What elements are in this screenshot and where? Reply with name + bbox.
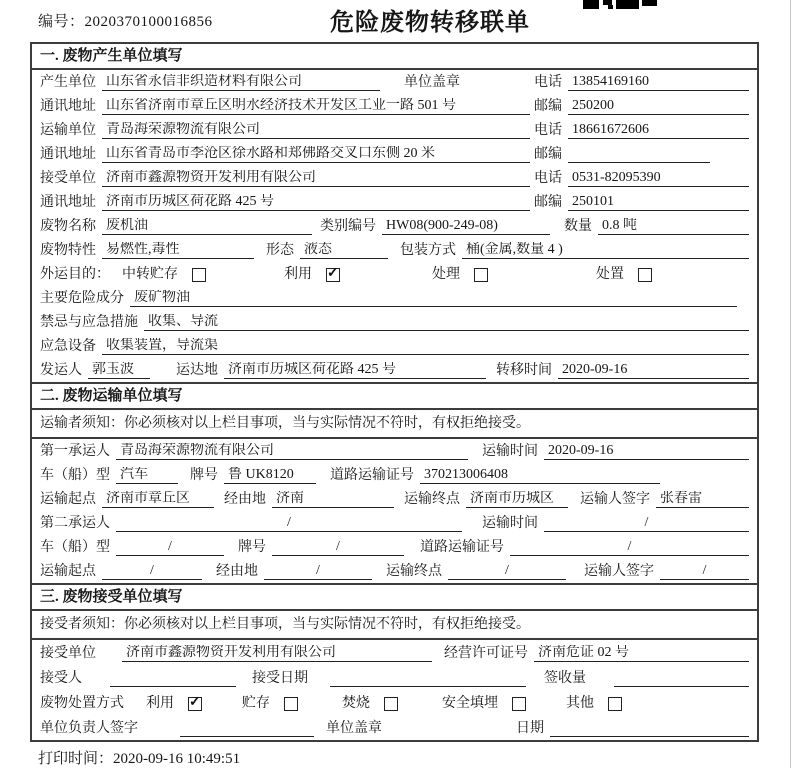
taboo-measures-label: 禁忌与应急措施 [40, 315, 138, 330]
acceptor-value [110, 671, 236, 687]
doc-number [38, 10, 213, 31]
producer-zip-value: 250200 [568, 98, 749, 115]
transfer-time-value: 2020-09-16 [558, 362, 749, 379]
receiver-zip-value: 250101 [568, 194, 749, 211]
route-start-label: 运输起点 [40, 564, 96, 579]
acceptor-row [32, 665, 757, 690]
scan-edge-line [790, 0, 791, 768]
form-value: 液态 [300, 242, 388, 259]
transfer-storage-checkbox [192, 268, 206, 282]
shipper-value: 郭玉波 [88, 362, 150, 379]
transporter-notice: 运输者须知：你必须核对以上栏目事项，当与实际情况不符时，有权拒绝接受。 [32, 410, 757, 439]
hazard-component-label: 主要危险成分 [40, 291, 124, 306]
waste-character-label: 废物特性 [40, 243, 96, 258]
destination-label: 运达地 [176, 363, 218, 378]
use-checkbox [188, 697, 202, 711]
hazard-component-row [32, 286, 757, 310]
disposal-method-row [32, 690, 757, 715]
plate2-value: / [272, 539, 404, 556]
vehicle-type-label: 车（船）型 [40, 540, 110, 555]
plate-label: 牌号 [190, 468, 218, 483]
packing-value: 桶(金属,数量 4 ) [462, 242, 749, 259]
route-start-label: 运输起点 [40, 492, 96, 507]
other-checkbox-label: 其他 [566, 696, 594, 711]
route2-row [32, 559, 757, 583]
producer-row [32, 70, 757, 94]
purpose-row [32, 262, 757, 286]
transporter-address-row [32, 142, 757, 166]
vehicle2-row [32, 535, 757, 559]
transport-time-value: 2020-09-16 [544, 443, 749, 460]
zip-label: 邮编 [534, 99, 562, 114]
taboo-measures-value: 收集、导流 [144, 314, 749, 331]
section2-title: 二. 废物运输单位填写 [32, 384, 757, 410]
producer-address-row [32, 94, 757, 118]
road-permit-label: 道路运输证号 [420, 540, 504, 555]
landfill-checkbox-label: 安全填埋 [442, 696, 498, 711]
use-checkbox-label: 利用 [284, 267, 312, 282]
quantity-label: 数量 [564, 219, 592, 234]
transporter-value: 青岛海荣源物流有限公司 [102, 122, 530, 139]
carrier-sign-label: 运输人签字 [584, 564, 654, 579]
purpose-label: 外运目的： [40, 267, 110, 282]
received-qty-label: 签收量 [544, 671, 586, 686]
received-qty-value [614, 671, 749, 687]
zip-label: 邮编 [534, 147, 562, 162]
emergency-equipment-value: 收集装置，导流渠 [102, 338, 749, 355]
route-start-value: 济南市章丘区 [102, 491, 214, 508]
second-carrier-value: / [116, 515, 462, 532]
use-checkbox [326, 268, 340, 282]
doc-number-value: 2020370100016856 [84, 14, 213, 30]
unit-seal-label: 单位盖章 [326, 721, 382, 736]
route-via2-value: / [264, 563, 372, 580]
second-carrier-row [32, 511, 757, 535]
route-via-label: 经由地 [216, 564, 258, 579]
print-time-value: 2020-09-16 10:49:51 [113, 751, 241, 767]
section3-title: 三. 废物接受单位填写 [32, 585, 757, 611]
print-time [38, 747, 240, 768]
plate-label: 牌号 [238, 540, 266, 555]
store-checkbox-label: 贮存 [242, 696, 270, 711]
unit-seal-label: 单位盖章 [404, 75, 460, 90]
emergency-equipment-label: 应急设备 [40, 339, 96, 354]
print-time-label: 打印时间： [38, 751, 114, 767]
carrier-sign2-value: / [660, 563, 749, 580]
producer-value: 山东省永信非织造材料有限公司 [102, 74, 380, 91]
burn-checkbox [384, 697, 398, 711]
waste-character-value: 易燃性,毒性 [102, 242, 254, 259]
dispose-checkbox-label: 处置 [596, 267, 624, 282]
receiver-address-value: 济南市历城区荷花路 425 号 [102, 194, 530, 211]
producer-label: 产生单位 [40, 75, 96, 90]
zip-label: 邮编 [534, 195, 562, 210]
second-carrier-label: 第二承运人 [40, 516, 110, 531]
producer-phone-value: 13854169160 [568, 74, 749, 91]
landfill-checkbox [512, 697, 526, 711]
section1-title: 一. 废物产生单位填写 [32, 44, 757, 70]
accept-unit-row [32, 640, 757, 665]
section-producer [32, 44, 757, 384]
emergency-equipment-row [32, 334, 757, 358]
waste-character-row [32, 238, 757, 262]
page-title: 危险废物转移联单 [330, 10, 530, 36]
accept-date-label: 接受日期 [252, 671, 308, 686]
first-carrier-label: 第一承运人 [40, 444, 110, 459]
date-value [550, 721, 749, 737]
receiver-phone-value: 0531-82095390 [568, 170, 749, 187]
receiver-address-row [32, 190, 757, 214]
receiver-notice: 接受者须知：你必须核对以上栏目事项，当与实际情况不符时，有权拒绝接受。 [32, 611, 757, 640]
road-permit-value: 370213006408 [420, 467, 660, 484]
store-checkbox [284, 697, 298, 711]
dispose-checkbox [638, 268, 652, 282]
date-label: 日期 [516, 721, 544, 736]
producer-address-value: 山东省济南市章丘区明水经济技术开发区工业一路 501 号 [102, 98, 530, 115]
form-label: 形态 [266, 243, 294, 258]
transfer-time-label: 转移时间 [496, 363, 552, 378]
receiver-value: 济南市鑫源物资开发利用有限公司 [102, 170, 530, 187]
category-label: 类别编号 [320, 219, 376, 234]
waste-name-row [32, 214, 757, 238]
transporter-phone-value: 18661672606 [568, 122, 749, 139]
transporter-zip-value [568, 147, 710, 163]
hazard-component-value: 废矿物油 [130, 290, 737, 307]
form-table [30, 42, 759, 742]
accept-unit-value: 济南市鑫源物资开发利用有限公司 [122, 645, 432, 662]
responsible-sign-value [180, 721, 314, 737]
transport-time2-value: / [544, 515, 749, 532]
transporter-address-value: 山东省青岛市李沧区徐水路和郑佛路交叉口东侧 20 米 [102, 146, 530, 163]
acceptor-label: 接受人 [40, 671, 82, 686]
transport-time-label: 运输时间 [482, 444, 538, 459]
transport-time-label: 运输时间 [482, 516, 538, 531]
transfer-storage-checkbox-label: 中转贮存 [122, 267, 178, 282]
transporter-row [32, 118, 757, 142]
first-carrier-row [32, 439, 757, 463]
phone-label: 电话 [534, 123, 562, 138]
route-end-value: 济南市历城区 [466, 491, 568, 508]
vehicle-type2-value: / [116, 539, 224, 556]
waste-name-value: 废机油 [102, 218, 312, 235]
destination-value: 济南市历城区荷花路 425 号 [224, 362, 486, 379]
route-via-value: 济南 [272, 491, 394, 508]
road-permit2-value: / [510, 539, 749, 556]
quantity-value: 0.8 吨 [598, 218, 749, 235]
category-value: HW08(900-249-08) [382, 218, 550, 235]
first-carrier-value: 青岛海荣源物流有限公司 [116, 443, 468, 460]
shipper-row [32, 358, 757, 382]
route-end2-value: / [448, 563, 566, 580]
use-checkbox-label: 利用 [146, 696, 174, 711]
address-label: 通讯地址 [40, 99, 96, 114]
vehicle1-row [32, 463, 757, 487]
receiver-row [32, 166, 757, 190]
accept-date-value [330, 671, 526, 687]
plate-value: 鲁 UK8120 [224, 467, 316, 484]
packing-label: 包装方式 [400, 243, 456, 258]
doc-number-label: 编号： [38, 14, 85, 30]
route-end-label: 运输终点 [404, 492, 460, 507]
waste-name-label: 废物名称 [40, 219, 96, 234]
license-value: 济南危证 02 号 [534, 645, 749, 662]
responsible-sign-row [32, 715, 757, 740]
vehicle-type-label: 车（船）型 [40, 468, 110, 483]
receiver-label: 接受单位 [40, 171, 96, 186]
section-transporter [32, 384, 757, 585]
accept-unit-label: 接受单位 [40, 646, 96, 661]
license-label: 经营许可证号 [444, 646, 528, 661]
address-label: 通讯地址 [40, 195, 96, 210]
burn-checkbox-label: 焚烧 [342, 696, 370, 711]
route1-row [32, 487, 757, 511]
qr-code-partial-icon [583, 0, 661, 11]
disposal-method-label: 废物处置方式 [40, 696, 124, 711]
phone-label: 电话 [534, 171, 562, 186]
taboo-measures-row [32, 310, 757, 334]
treat-checkbox-label: 处理 [432, 267, 460, 282]
treat-checkbox [474, 268, 488, 282]
carrier-sign-value: 张春雷 [656, 491, 749, 508]
shipper-label: 发运人 [40, 363, 82, 378]
route-start2-value: / [102, 563, 202, 580]
phone-label: 电话 [534, 75, 562, 90]
vehicle-type-value: 汽车 [116, 467, 178, 484]
transporter-label: 运输单位 [40, 123, 96, 138]
route-via-label: 经由地 [224, 492, 266, 507]
responsible-sign-label: 单位负责人签字 [40, 721, 138, 736]
route-end-label: 运输终点 [386, 564, 442, 579]
section-receiver [32, 585, 757, 740]
address-label: 通讯地址 [40, 147, 96, 162]
carrier-sign-label: 运输人签字 [580, 492, 650, 507]
road-permit-label: 道路运输证号 [330, 468, 414, 483]
other-checkbox [608, 697, 622, 711]
